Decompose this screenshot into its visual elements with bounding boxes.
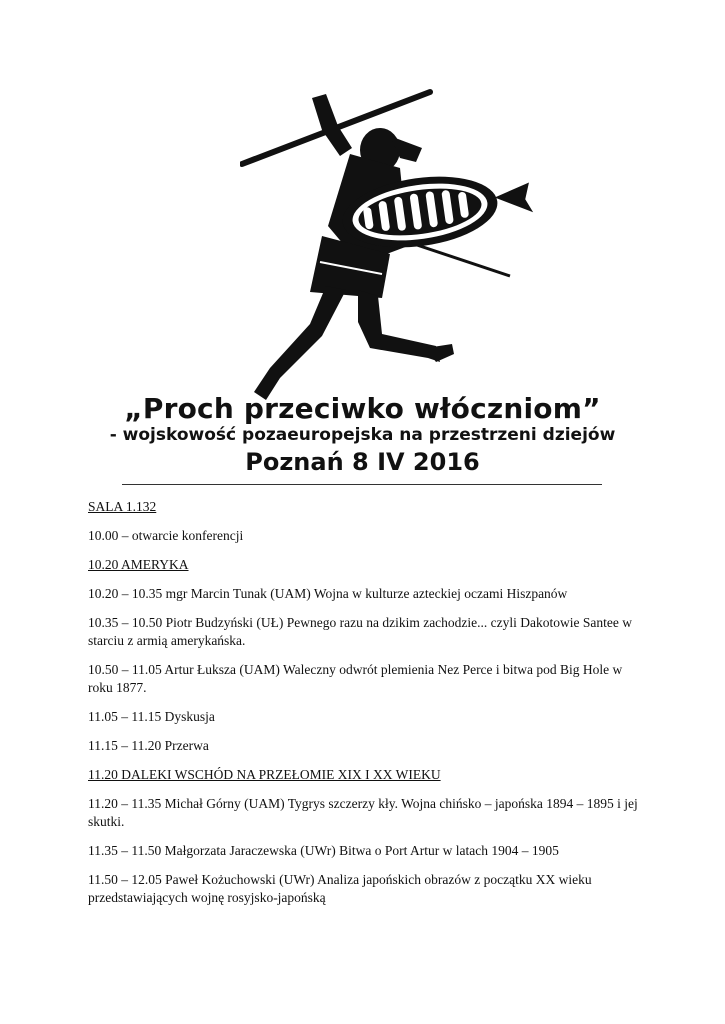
conference-title-block	[90, 392, 635, 478]
spear-warrior-with-shield-icon	[240, 86, 540, 400]
agenda-item: 10.50 – 11.05 Artur Łuksza (UAM) Waleczny odwrót plemienia Nez Perce i bitwa pod Big Hole w roku 1877.	[88, 662, 623, 695]
agenda-item: 10.20 – 10.35 mgr Marcin Tunak (UAM) Wojna w kulturze azteckiej oczami Hiszpanów	[88, 586, 568, 601]
agenda-item: 11.35 – 11.50 Małgorzata Jaraczewska (UWr) Bitwa o Port Artur w latach 1904 – 1905	[88, 843, 559, 858]
agenda-section-heading: 10.20 AMERYKA	[88, 557, 189, 572]
agenda-item: 10.35 – 10.50 Piotr Budzyński (UŁ) Pewnego razu na dzikim zachodzie... czyli Dakotowie Santee w starciu z armią amerykańska.	[88, 615, 632, 648]
conference-subtitle: - wojskowość pozaeuropejska na przestrzeni dziejów	[109, 425, 616, 445]
conference-title: „Proch przeciwko włóczniom”	[124, 392, 601, 425]
agenda-item: 11.15 – 11.20 Przerwa	[88, 738, 209, 753]
agenda-item: 11.05 – 11.15 Dyskusja	[88, 709, 215, 724]
agenda-room: SALA 1.132	[88, 499, 157, 514]
agenda-list	[88, 498, 648, 918]
agenda-item: 11.20 – 11.35 Michał Górny (UAM) Tygrys szczerzy kły. Wojna chińsko – japońska 1894 – 1895 i jej skutki.	[88, 796, 638, 829]
divider	[122, 484, 602, 485]
agenda-item: 10.00 – otwarcie konferencji	[88, 528, 244, 543]
agenda-section-heading: 11.20 DALEKI WSCHÓD NA PRZEŁOMIE XIX I XX WIEKU	[88, 767, 441, 782]
agenda-item: 11.50 – 12.05 Paweł Kożuchowski (UWr) Analiza japońskich obrazów z początku XX wieku przedstawiających wojnę rosyjsko-japońską	[88, 872, 592, 905]
conference-date-place: Poznań 8 IV 2016	[245, 448, 480, 476]
